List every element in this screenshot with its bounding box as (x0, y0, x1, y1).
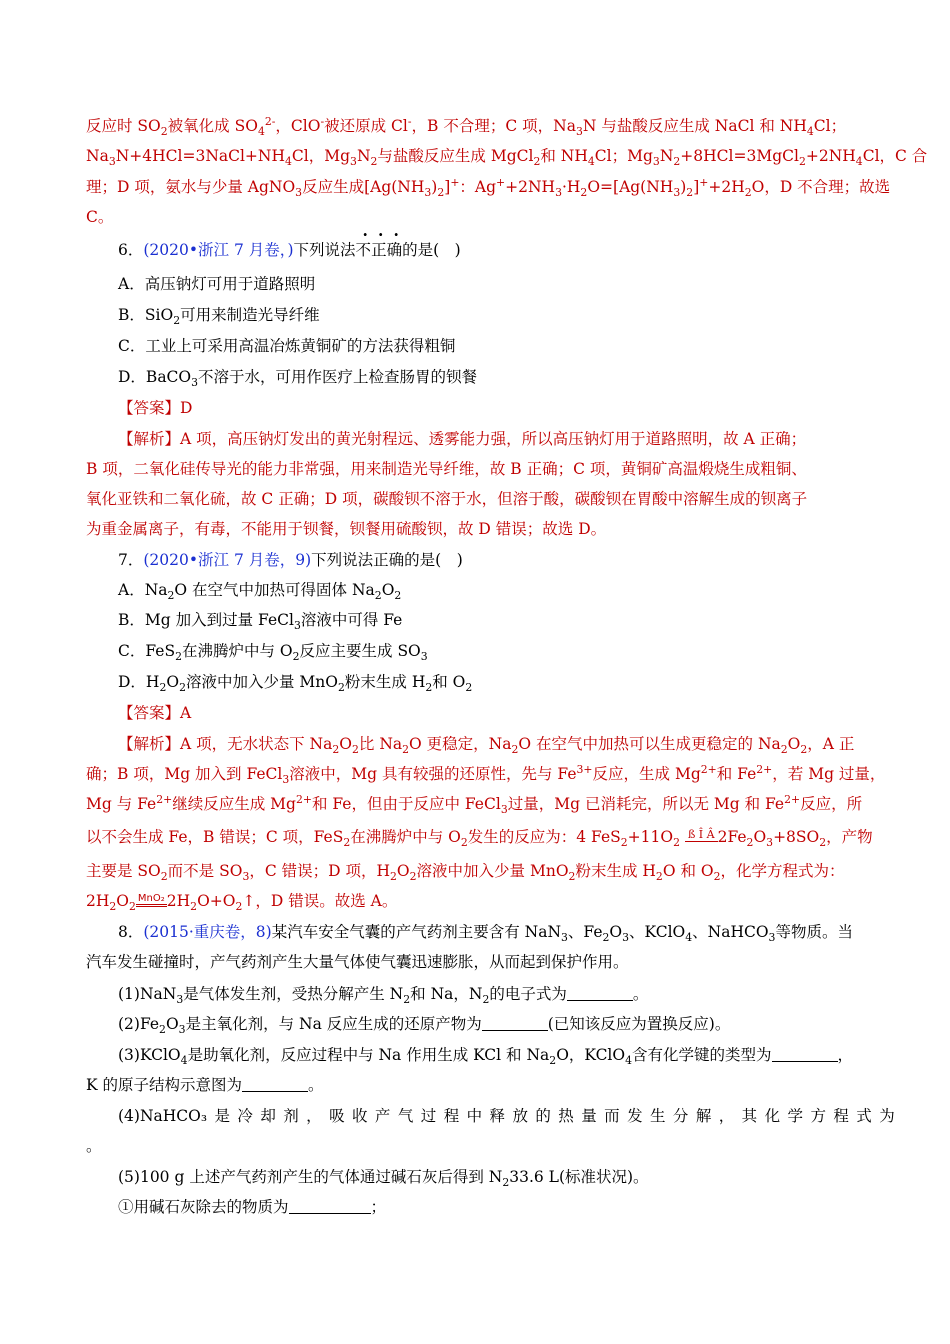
q8-part-4-token: 生 (649, 1107, 666, 1125)
q7-explanation-line-3: Mg 与 $Fe^{2+}$继续反应生成 $Mg^{2+}$和 Fe，但由于反应中 FeCl$_3$过量，Mg 已消耗完，所以无 Mg 和 $Fe^{2+}$反应，所 (86, 792, 863, 817)
q6-explanation-line-4: 为重金属离子，有毒，不能用于钡餐，钡餐用硫酸钡，故 D 错误；故选 D。 (86, 520, 607, 538)
q8-part-4-token: 过 (420, 1107, 437, 1125)
prev-explanation-line-4: C。 (86, 208, 114, 226)
q8-part-4-token: ， (306, 1107, 322, 1125)
prev-explanation-line-2: $Na_3N+4HCl=3NaCl+NH_4Cl$，$Mg_3N_2$与盐酸反应生成 MgCl$_2$和 $NH_4Cl$；$Mg_3N_2+8HCl=3MgCl_2+2NH_4Cl$，C 合 (86, 147, 928, 169)
q8-part-4-token: 是 (214, 1107, 230, 1125)
q8-stem-line-2: 汽车发生碰撞时，产气药剂产生大量气体使气囊迅速膨胀，从而起到保护作用。 (86, 953, 629, 971)
prev-explanation-line-1: 反应时 $SO_2$被氧化成 $SO_4^{2-}$，ClO-被还原成 Cl-，B 不合理；C 项，$Na_3N$ 与盐酸反应生成 NaCl 和 $NH_4Cl$； (86, 114, 847, 139)
q7-option-c: C．FeS$_2$在沸腾炉中与 $O_2$反应主要生成 $SO_3$ (118, 642, 428, 664)
q8-part-4-token: 发 (627, 1107, 643, 1125)
q8-part-4-token: 吸 (329, 1107, 345, 1125)
q7-source: (2020•浙江 7 月卷，9) (143, 551, 312, 569)
q8-part-4-token: 却 (260, 1107, 276, 1125)
answer-blank[interactable] (772, 1047, 838, 1062)
q8-part-4 (118, 1105, 895, 1127)
q7-option-a: A．$Na_2O$ 在空气中加热可得固体 $Na_2O_2$ (118, 581, 402, 603)
q8-part-3: (3)KClO$_4$是助氧化剂，反应过程中与 Na 作用生成 KCl 和 $Na_2O$，KClO$_4$含有化学键的类型为 ， (118, 1046, 854, 1068)
q6-option-a: A．高压钠灯可用于道路照明 (118, 275, 316, 293)
q6-explanation-line-1: 【解析】A 项，高压钠灯发出的黄光射程远、透雾能力强，所以高压钠灯用于道路照明，故 A 正确； (118, 430, 807, 448)
q8-part-4-token: (4)NaHCO₃ (118, 1107, 208, 1125)
q7-answer: 【答案】A (118, 704, 192, 722)
answer-blank[interactable] (242, 1077, 308, 1092)
q8-part-4-token: 热 (558, 1107, 574, 1125)
catalyst-mark: MnO₂ (136, 894, 167, 907)
q7-explanation-line-5: 主要是 $SO_2$而不是 $SO_3$，C 错误；D 项，$H_2O_2$溶液中加入少量 MnO$_2$粉末生成 $H_2O$ 和 $O_2$，化学方程式为： (86, 862, 845, 884)
q8-source: (2015·重庆卷，8) (143, 923, 272, 941)
q6-explanation-line-2: B 项，二氧化硅传导光的能力非常强，用来制造光导纤维，故 B 正确；C 项，黄铜矿高温煅烧生成粗铜、 (86, 460, 807, 478)
answer-blank[interactable] (567, 986, 633, 1001)
q6-explanation-line-3: 氧化亚铁和二氧化硫，故 C 正确；D 项，碳酸钡不溶于水，但溶于酸，碳酸钡在胃酸中溶解生成的钡离子 (86, 490, 808, 508)
q8-part-4-token: 收 (352, 1107, 368, 1125)
q8-part-5: (5)100 g 上述产气药剂产生的气体通过碱石灰后得到 $N_233.6$ L(标准状况)。 (118, 1168, 649, 1190)
q7-explanation-line-6: $2H_2O_2MnO_2$ $2H_2O+O_2↑$，D 错误。故选 A。 (86, 892, 398, 914)
q6-option-c: C．工业上可采用高温冶炼黄铜矿的方法获得粗铜 (118, 337, 456, 355)
q8-part-3-cont: K 的原子结构示意图为 。 (86, 1076, 324, 1094)
q8-part-4-token: 方 (810, 1107, 826, 1125)
q8-part-4-token: 剂 (283, 1107, 299, 1125)
q8-part-4-token: 放 (512, 1107, 528, 1125)
q8-part-4-token: 冷 (237, 1107, 253, 1125)
q8-part-4-token: ， (718, 1107, 735, 1125)
q6-source: (2020•浙江 7 月卷，) (143, 241, 294, 259)
q8-part-4-token: 学 (787, 1107, 804, 1125)
q8-part-4-token: 量 (581, 1107, 597, 1125)
q8-part-4-token: 中 (466, 1107, 483, 1125)
q8-part-4-token: 气 (397, 1107, 414, 1125)
q7-option-b: B．Mg 加入到过量 FeCl$_3$溶液中可得 Fe (118, 611, 403, 633)
q6-answer: 【答案】D (118, 399, 193, 417)
answer-blank[interactable] (482, 1016, 548, 1031)
q8-part-4-token: 程 (833, 1107, 849, 1125)
q7-explanation-line-1: 【解析】A 项，无水状态下 $Na_2O_2$比 $Na_2O$ 更稳定，$Na_2O$ 在空气中加热可以生成更稳定的 $Na_2O_2$，A 正 (118, 735, 855, 757)
q8-part-1: (1)NaN$_3$是气体发生剂，受热分解产生 $N_2$和 Na，$N_2$的电子式为 。 (118, 985, 649, 1007)
q8-part-4-token: 式 (856, 1107, 872, 1125)
q8-part-4-token: 的 (535, 1107, 551, 1125)
q8-part-4-token: 释 (489, 1107, 506, 1125)
prev-explanation-line-3: 理；D 项，氨水与少量 AgNO$_3$反应生成$[Ag(NH_3)_2]^+$：$Ag^++2NH_3\cdot H_2O=[Ag(NH_3)_2]^++2H_2O$，D 不合理；故选 (86, 175, 891, 200)
q8-part-4-cont: 。 (86, 1137, 102, 1155)
q8-part-4-token: 程 (443, 1107, 460, 1125)
q7-option-d: D．$H_2O_2$溶液中加入少量 MnO$_2$粉末生成 $H_2$和 $O_2$ (118, 673, 473, 695)
q8-part-4-token: 分 (672, 1107, 689, 1125)
q8-part-4-token: 化 (764, 1107, 781, 1125)
q6-stem: 6．(2020•浙江 7 月卷，)下列说法不正确的是( ) (118, 241, 461, 259)
reaction-condition-mark: ß Î Â (685, 829, 718, 842)
q8-part-2: $(2)Fe_2O_3$是主氧化剂，与 Na 反应生成的还原产物为 (已知该反应为置换反应)。 (118, 1015, 731, 1037)
q8-part-4-token: 而 (604, 1107, 620, 1125)
q8-part-4-token: 产 (374, 1107, 391, 1125)
q6-option-b: B．SiO$_2$可用来制造光导纤维 (118, 306, 320, 328)
q8-part-5-1: ①用碱石灰除去的物质为 ； (118, 1198, 387, 1216)
q7-explanation-line-4: 以不会生成 Fe，B 错误；C 项，FeS$_2$在沸腾炉中与 $O_2$发生的反应为：4 $FeS_2+11O_2$ ß Î Â $2Fe_2O_3+8SO_2$，产物 (86, 828, 873, 850)
q8-part-4-token: 为 (879, 1107, 895, 1125)
q7-explanation-line-2: 确；B 项，Mg 加入到 FeCl$_3$溶液中，Mg 具有较强的还原性，先与 $Fe^{3+}$反应，生成 $Mg^{2+}$和 $Fe^{2+}$，若 Mg 过量， (86, 762, 886, 787)
q7-stem: 7．(2020•浙江 7 月卷，9)下列说法正确的是( ) (118, 551, 463, 569)
q8-part-4-token: 解 (695, 1107, 712, 1125)
q8-stem-line-1: 8．(2015·重庆卷，8)某汽车安全气囊的产气药剂主要含有 NaN$_3$、$Fe_2O_3$、KClO$_4$、NaHCO$_3$等物质。当 (118, 923, 853, 945)
q8-part-4-token: 其 (741, 1107, 758, 1125)
q6-option-d: D．BaCO$_3$不溶于水，可用作医疗上检查肠胃的钡餐 (118, 368, 478, 390)
answer-blank[interactable] (289, 1199, 371, 1214)
